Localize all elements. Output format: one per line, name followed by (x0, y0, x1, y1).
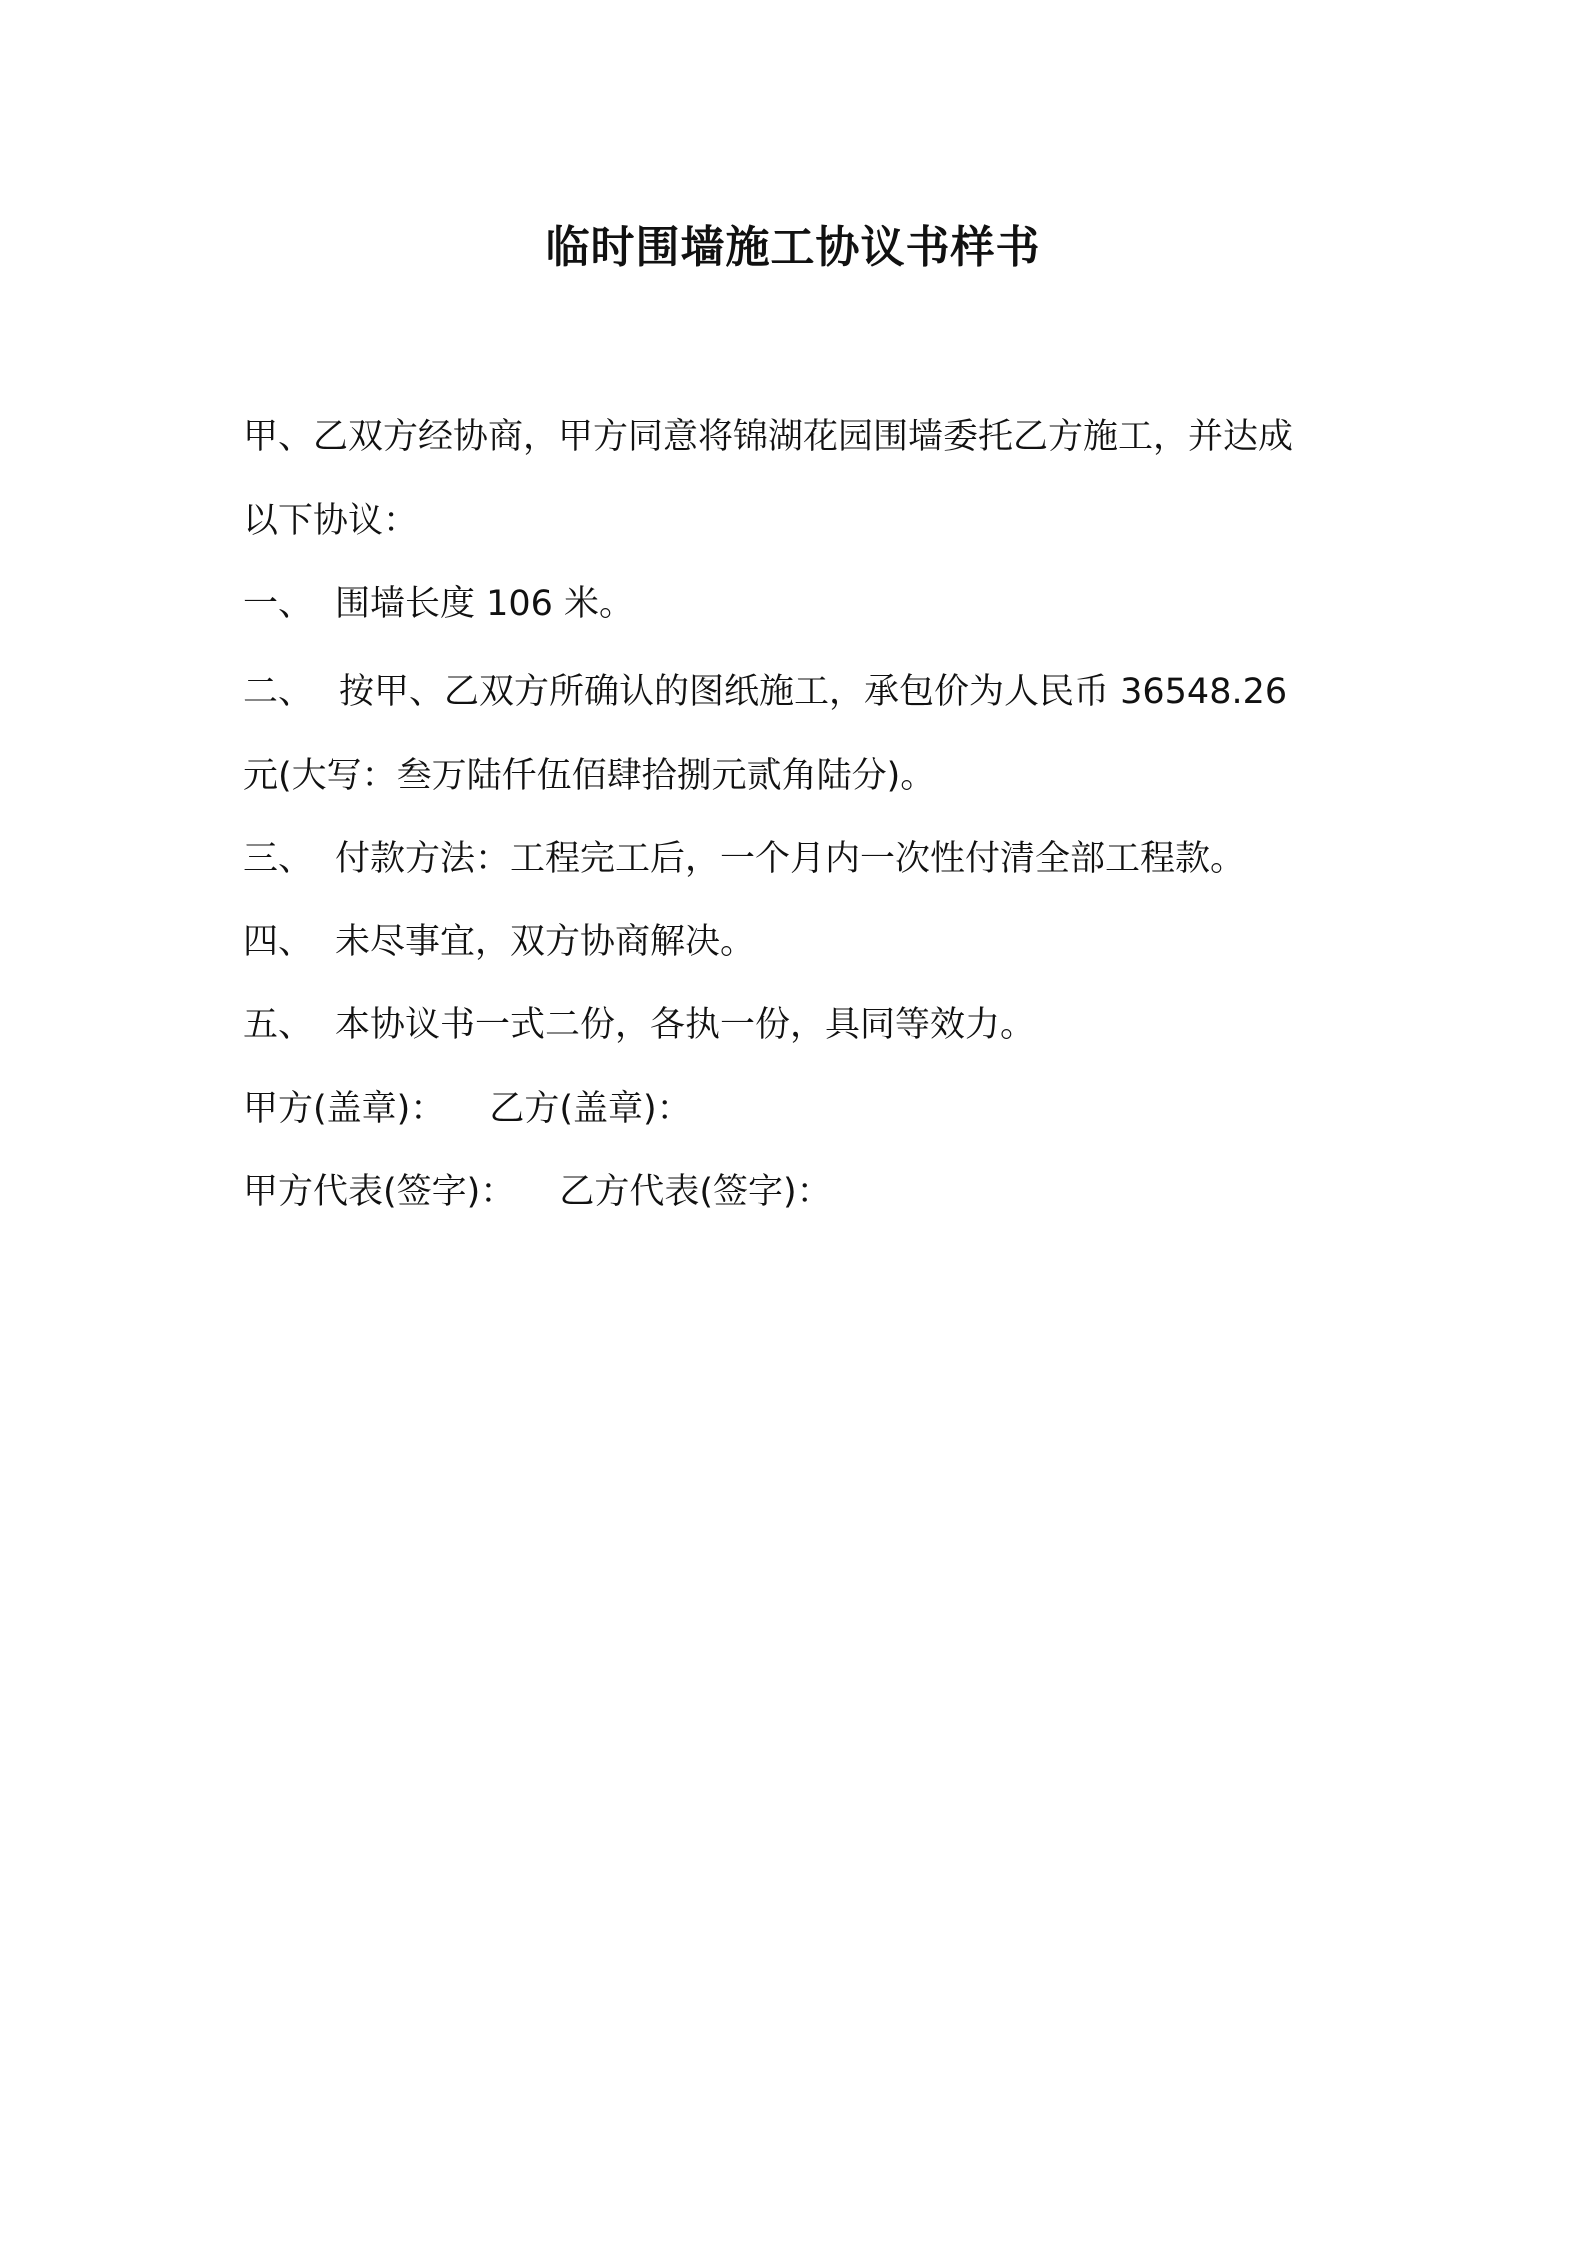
clause-1 (243, 580, 1363, 628)
clause-3 (243, 835, 1363, 883)
party-b-seal-label: 乙方(盖章)： (489, 1089, 692, 1129)
party-b-rep-label: 乙方代表(签字)： (559, 1172, 832, 1212)
party-a-seal-label: 甲方(盖章)： (243, 1089, 446, 1129)
clause-number: 二、 (243, 672, 314, 712)
document-title: 临时围墙施工协议书样书 (545, 222, 1041, 273)
clause-2 (243, 668, 1363, 716)
intro-paragraph-line-2: 以下协议： (243, 501, 419, 541)
clause-number: 三、 (243, 839, 314, 879)
clause-text: 付款方法：工程完工后，一个月内一次性付清全部工程款。 (335, 839, 1246, 879)
clause-2-continuation: 元(大写：叁万陆仟伍佰肆拾捌元贰角陆分)。 (243, 756, 936, 796)
signature-rep-line (243, 1168, 1363, 1216)
clause-number: 四、 (243, 922, 314, 962)
intro-paragraph-line-1: 甲、乙双方经协商，甲方同意将锦湖花园围墙委托乙方施工，并达成 (243, 417, 1294, 457)
clause-text: 按甲、乙双方所确认的图纸施工，承包价为人民币 36548.26 (339, 672, 1288, 712)
clause-text: 未尽事宜，双方协商解决。 (335, 922, 756, 962)
party-a-rep-label: 甲方代表(签字)： (243, 1172, 516, 1212)
clause-number: 一、 (243, 584, 314, 624)
clause-4 (243, 918, 1363, 966)
signature-seal-line (243, 1085, 1363, 1133)
clause-number: 五、 (243, 1005, 314, 1045)
clause-5 (243, 1001, 1363, 1049)
clause-text: 本协议书一式二份，各执一份，具同等效力。 (335, 1005, 1036, 1045)
clause-text: 围墙长度 106 米。 (335, 584, 635, 624)
